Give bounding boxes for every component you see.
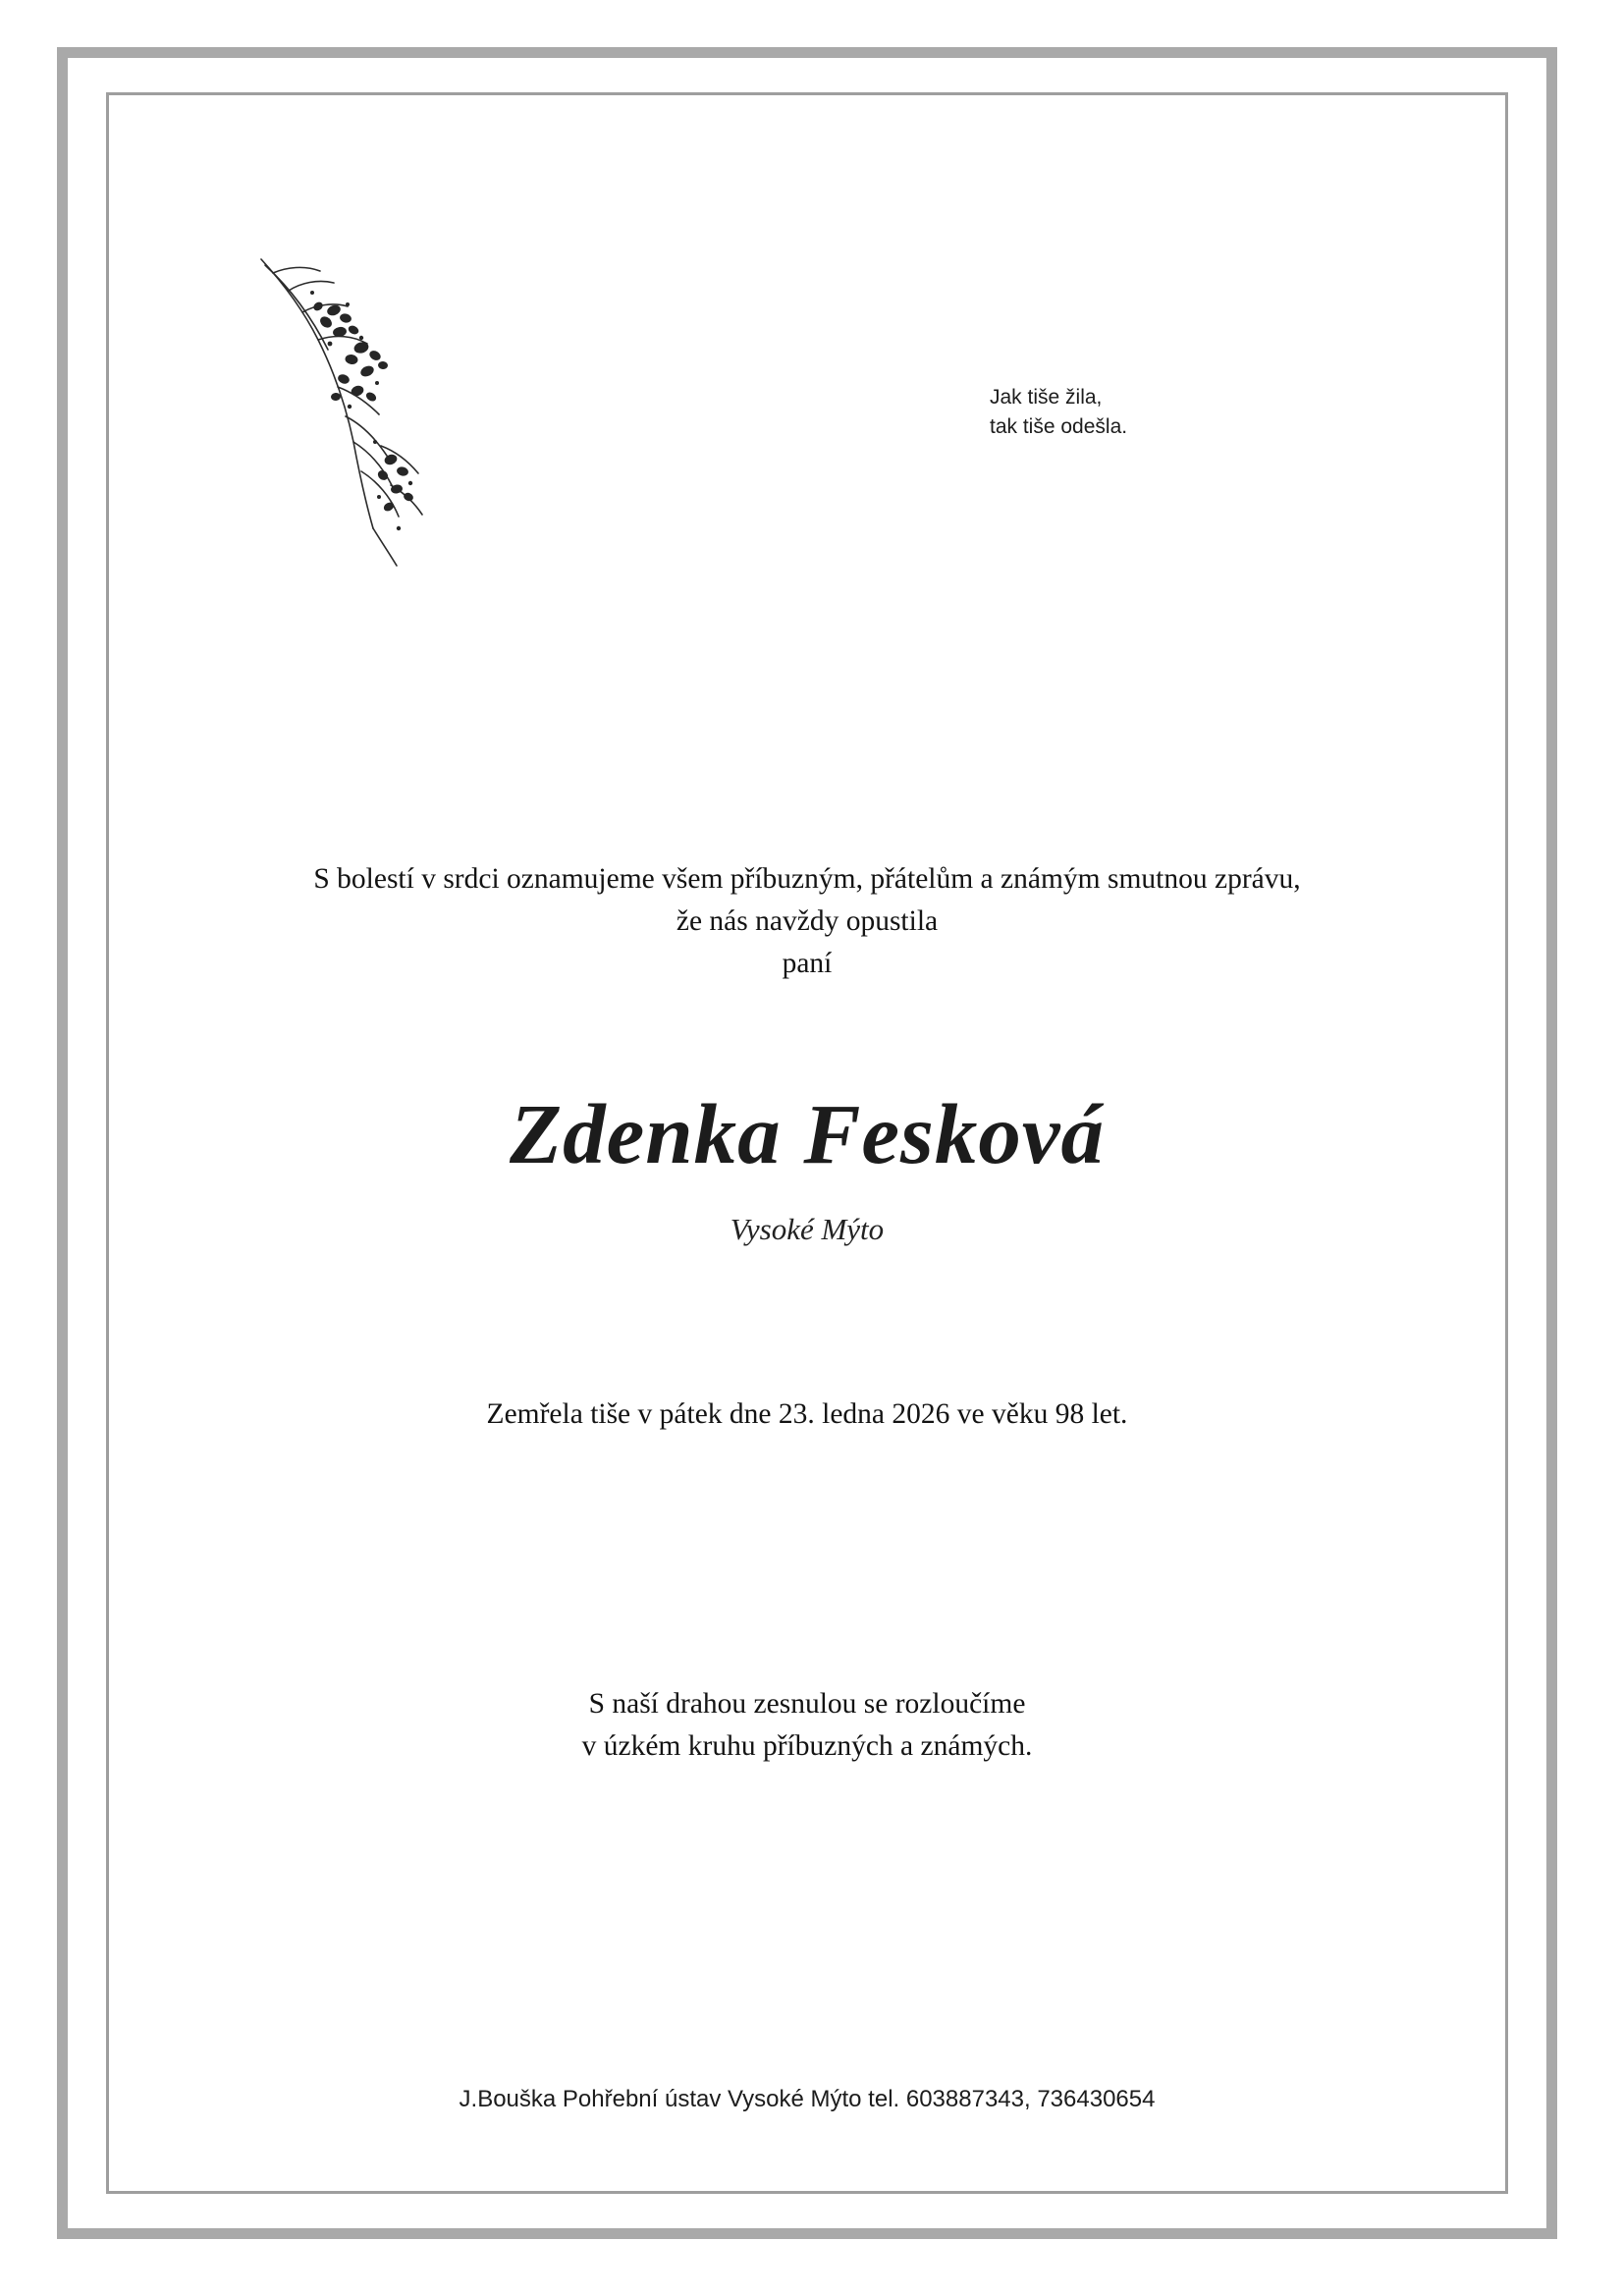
announcement-line-1: S bolestí v srdci oznamujeme všem příbuzným, přátelům a známým smutnou zprávu, — [313, 863, 1301, 895]
death-note: Zemřela tiše v pátek dne 23. ledna 2026 ve věku 98 let. — [486, 1398, 1128, 1430]
notice-content — [106, 92, 1508, 2194]
deceased-city: Vysoké Mýto — [730, 1212, 885, 1246]
farewell-line-1: S naší drahou zesnulou se rozloučíme — [588, 1688, 1026, 1720]
epitaph — [990, 383, 1402, 443]
announcement-text — [106, 858, 1508, 985]
flower-branch-illustration-icon — [243, 249, 528, 574]
funeral-home-footer: J.Bouška Pohřební ústav Vysoké Mýto tel. 603887343, 736430654 — [459, 2086, 1156, 2112]
farewell-line-2: v úzkém kruhu příbuzných a známých. — [581, 1729, 1033, 1762]
announcement-line-2: že nás navždy opustila — [676, 905, 939, 938]
deceased-name: Zdenka Fesková — [509, 1086, 1105, 1181]
epitaph-line-1: Jak tiše žila, — [990, 386, 1103, 409]
epitaph-line-2: tak tiše odešla. — [990, 415, 1128, 439]
farewell-text — [106, 1683, 1508, 1768]
announcement-line-3: paní — [782, 948, 833, 980]
